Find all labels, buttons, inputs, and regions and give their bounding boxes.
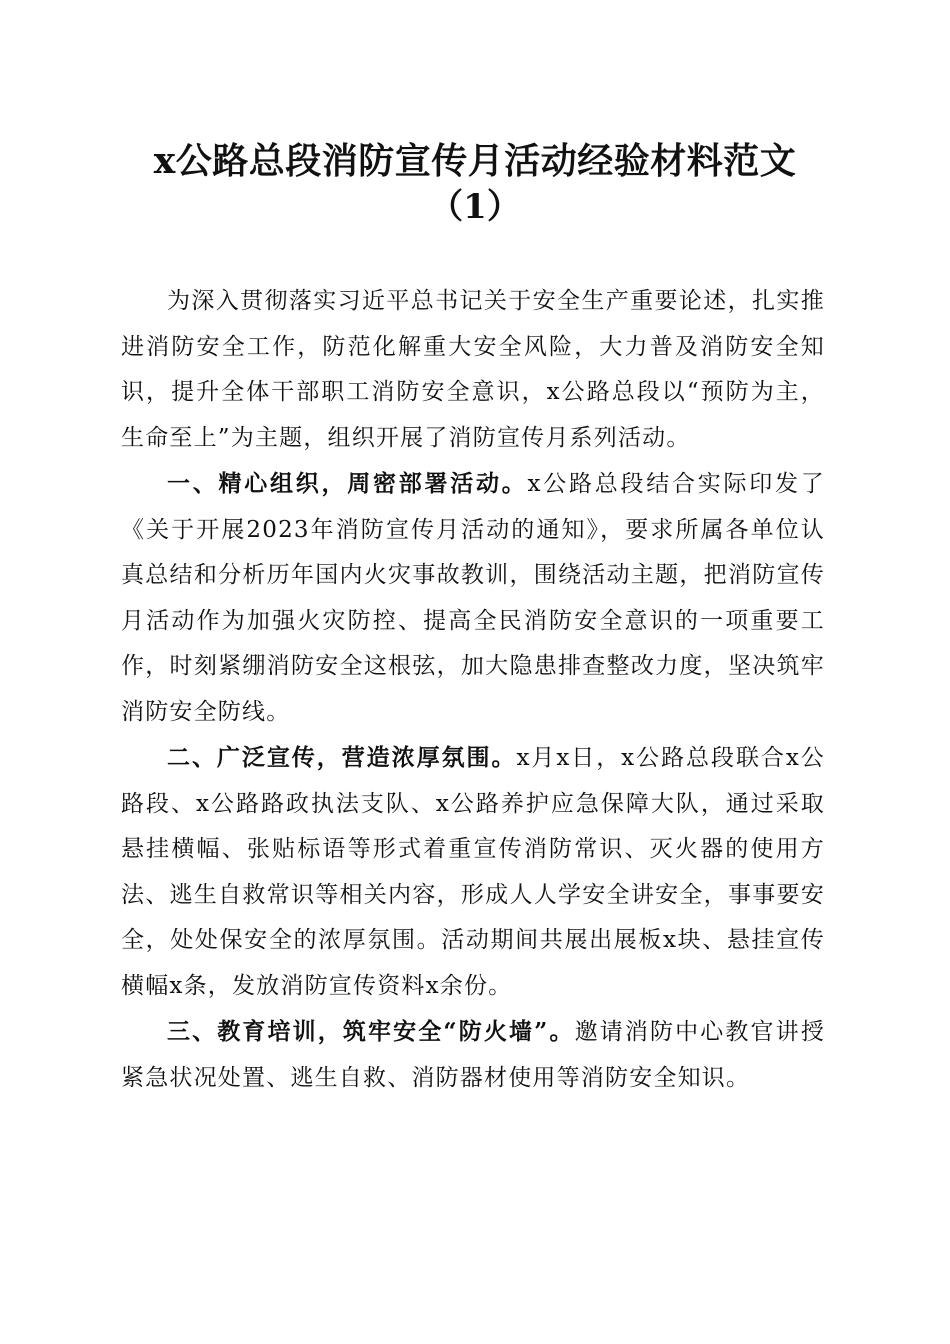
paragraph-section-1 — [121, 461, 825, 735]
paragraph-text: x公路总段结合实际印发了《关于开展2023年消防宣传月活动的通知》，要求所属各单位认真总结和分析历年国内火灾事故教训，围绕活动主题，把消防宣传月活动作为加强火灾防控、提高全民消防安全意识的一项重要工作，时刻紧绷消防安全这根弦，加大隐患排查整改力度，坚决筑牢消防安全防线。 — [121, 471, 825, 725]
paragraph-text: x月x日，x公路总段联合x公路段、x公路路政执法支队、x公路养护应急保障大队，通过采取悬挂横幅、张贴标语等形式着重宣传消防常识、灭火器的使用方法、逃生自救常识等相关内容，形成人人学安全讲安全，事事要安全，处处保安全的浓厚氛围。活动期间共展出展板x块、悬挂宣传横幅x条，发放消防宣传资料x余份。 — [121, 745, 825, 999]
section-heading: 二、广泛宣传，营造浓厚氛围。 — [167, 744, 517, 771]
document-body — [121, 278, 825, 1101]
paragraph-section-2 — [121, 735, 825, 1009]
paragraph-text: 邀请消防中心教官讲授紧急状况处置、逃生自救、消防器材使用等消防安全知识。 — [121, 1019, 826, 1091]
title-main: x公路总段消防宣传月活动经验材料范文 — [153, 140, 797, 182]
document-title — [100, 138, 850, 230]
paragraph-intro — [121, 278, 825, 461]
section-heading: 三、教育培训，筑牢安全“防火墙”。 — [167, 1018, 575, 1045]
paragraph-section-3 — [121, 1009, 825, 1101]
title-number: （1） — [429, 187, 521, 227]
paragraph-text: 为深入贯彻落实习近平总书记关于安全生产重要论述，扎实推进消防安全工作，防范化解重大安全风险，大力普及消防安全知识，提升全体干部职工消防安全意识，x公路总段以“预防为主，生命至上”为主题，组织开展了消防宣传月系列活动。 — [121, 288, 825, 451]
section-heading: 一、精心组织，周密部署活动。 — [167, 470, 528, 497]
